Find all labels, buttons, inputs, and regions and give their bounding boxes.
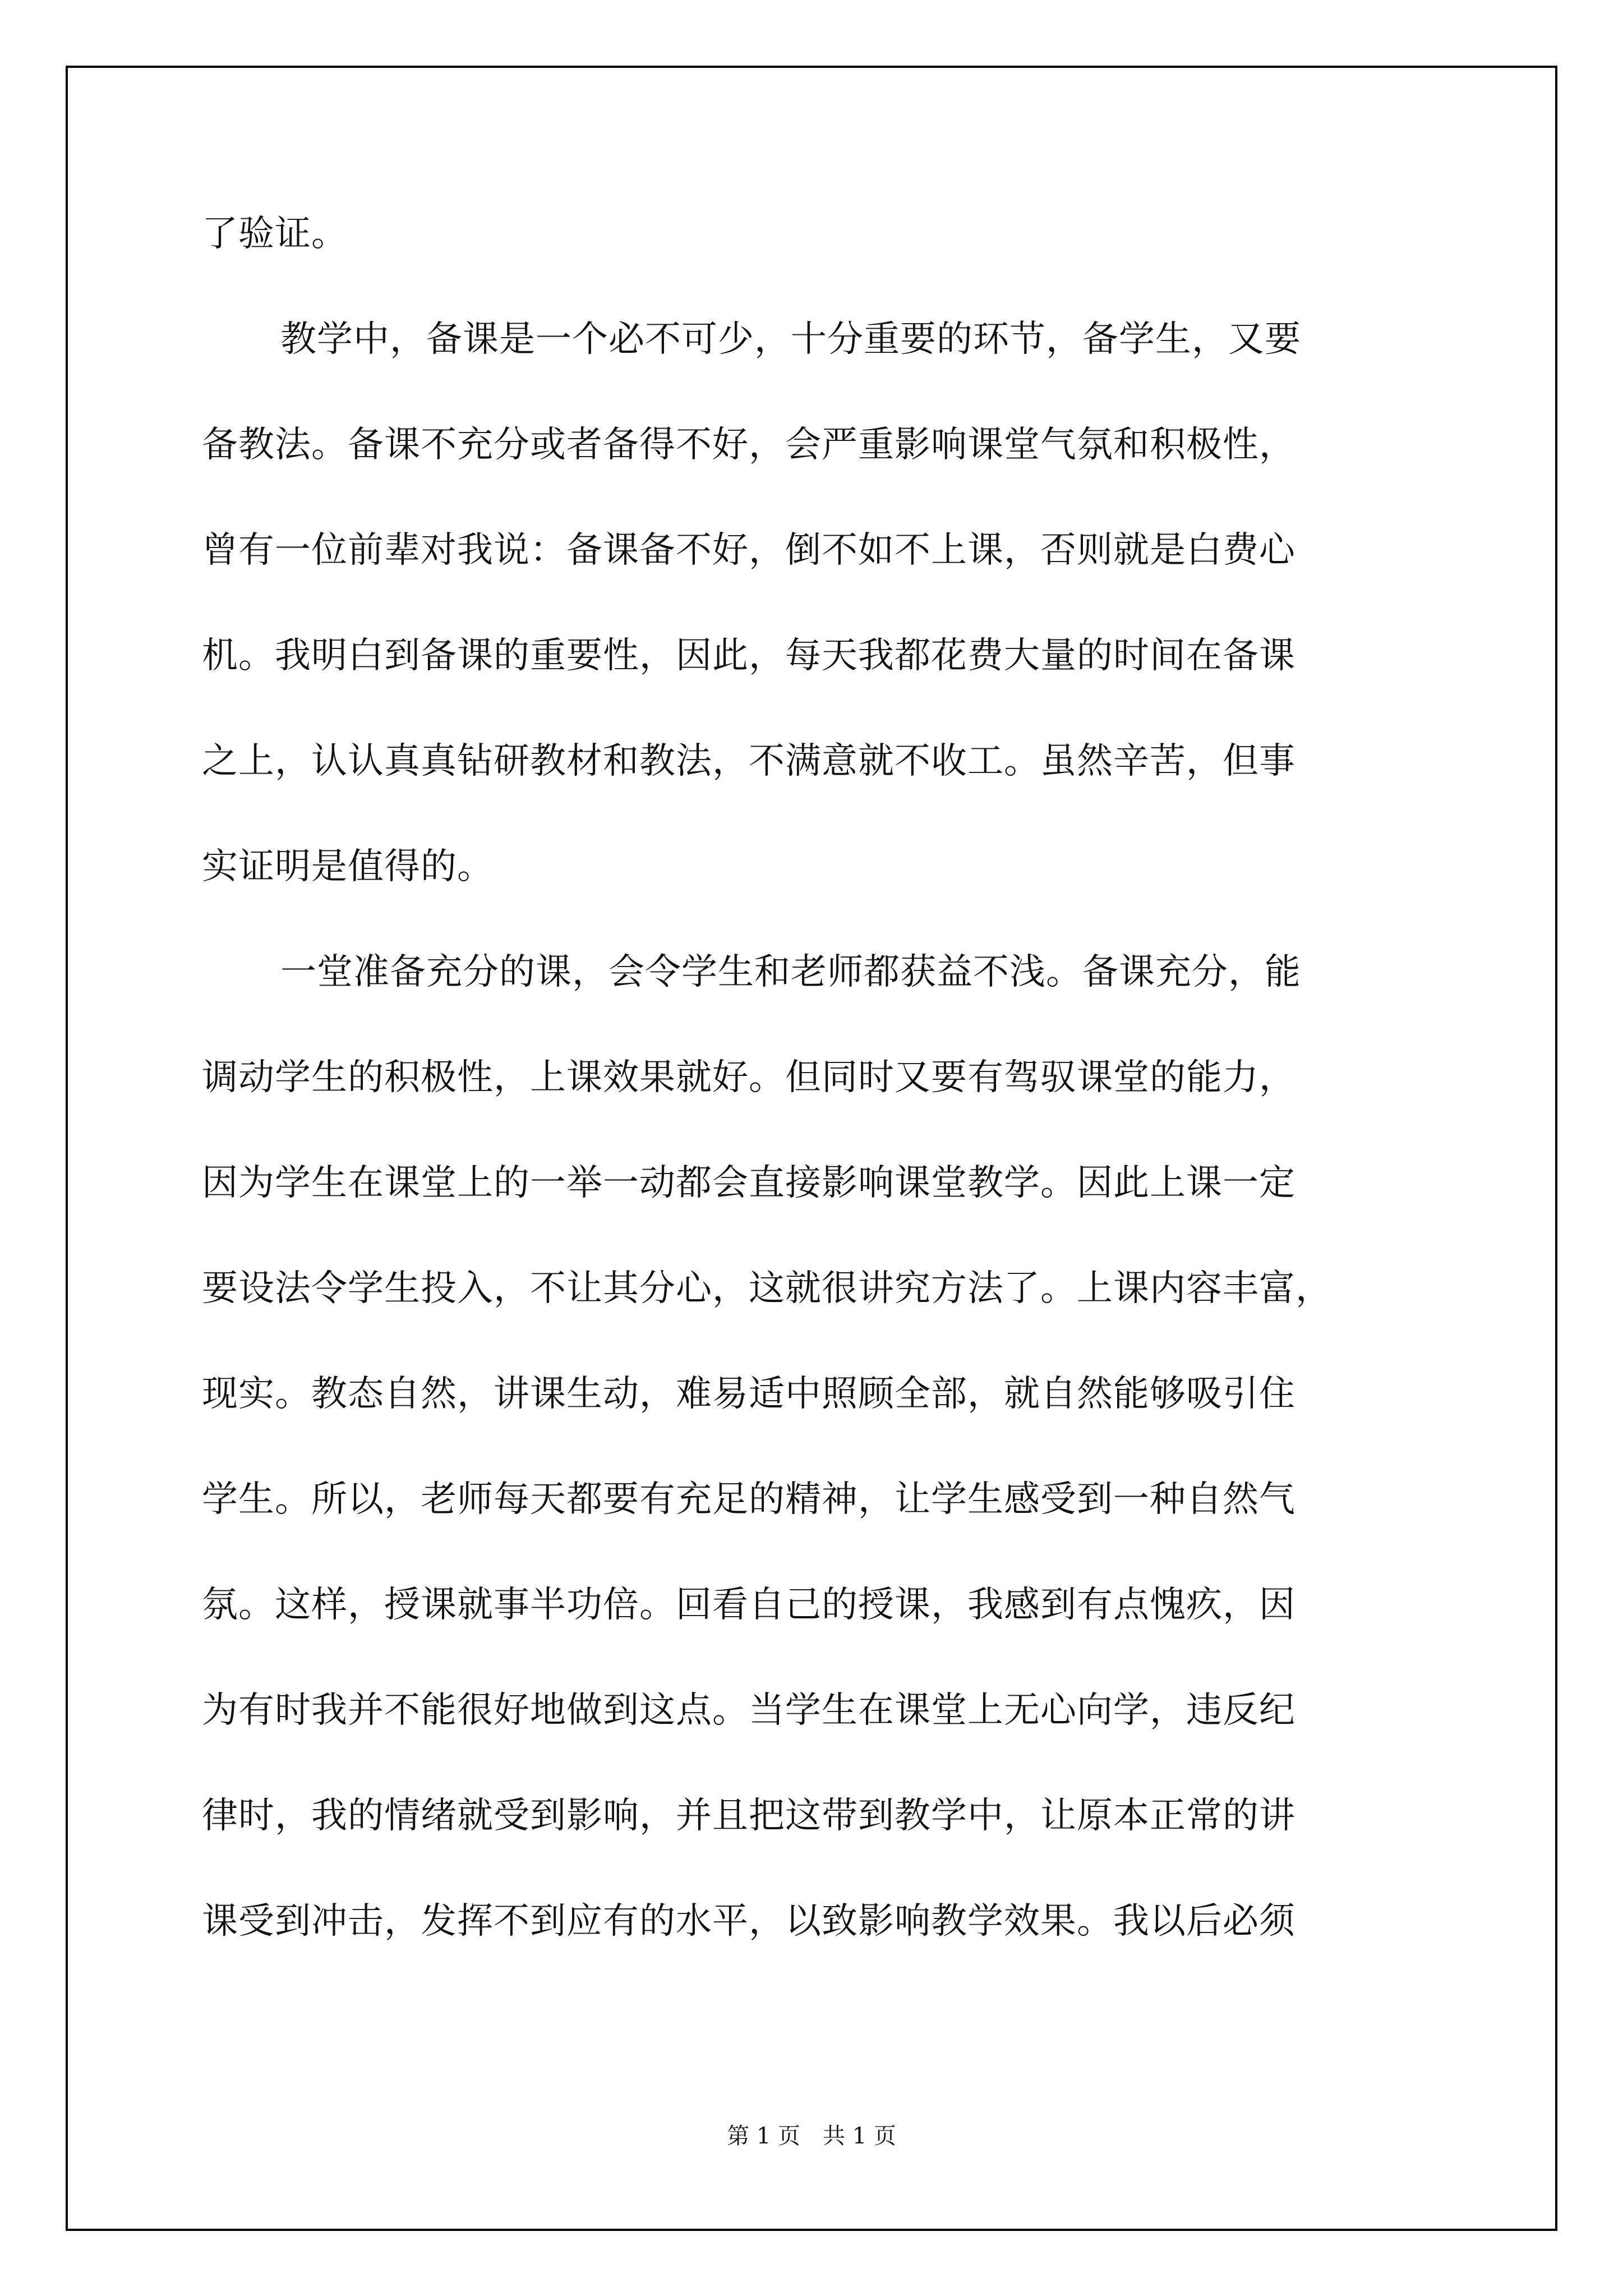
text-line: 现实。教态自然，讲课生动，难易适中照顾全部，就自然能够吸引住 [202, 1373, 1295, 1415]
text-line: 之上，认认真真钻研教材和教法，不满意就不收工。虽然辛苦，但事 [202, 740, 1295, 782]
text-line: 律时，我的情绪就受到影响，并且把这带到教学中，让原本正常的讲 [202, 1795, 1295, 1837]
text-line: 学生。所以，老师每天都要有充足的精神，让学生感受到一种自然气 [202, 1479, 1295, 1520]
text-line: 因为学生在课堂上的一举一动都会直接影响课堂教学。因此上课一定 [202, 1162, 1295, 1204]
paragraph-first-line: 教学中，备课是一个必不可少，十分重要的环节，备学生，又要 [280, 319, 1301, 360]
document-body [202, 209, 1436, 2001]
paragraph-first-line: 一堂准备充分的课，会令学生和老师都获益不浅。备课充分，能 [280, 951, 1301, 993]
text-line: 为有时我并不能很好地做到这点。当学生在课堂上无心向学，违反纪 [202, 1690, 1295, 1731]
text-line: 机。我明白到备课的重要性，因此，每天我都花费大量的时间在备课 [202, 635, 1295, 677]
text-line: 了验证。 [202, 213, 348, 255]
text-line: 要设法令学生投入，不让其分心，这就很讲究方法了。上课内容丰富， [202, 1268, 1332, 1309]
text-line: 氛。这样，授课就事半功倍。回看自己的授课，我感到有点愧疚，因 [202, 1584, 1295, 1626]
text-line: 曾有一位前辈对我说：备课备不好，倒不如不上课，否则就是白费心 [202, 530, 1295, 571]
text-line: 调动学生的积极性，上课效果就好。但同时又要有驾驭课堂的能力， [202, 1057, 1295, 1098]
page-number-footer: 第 1 页 共 1 页 [727, 2123, 896, 2149]
text-line: 课受到冲击，发挥不到应有的水平，以致影响教学效果。我以后必须 [202, 1901, 1295, 1942]
text-line: 备教法。备课不充分或者备得不好，会严重影响课堂气氛和积极性， [202, 424, 1295, 466]
text-line: 实证明是值得的。 [202, 846, 494, 887]
